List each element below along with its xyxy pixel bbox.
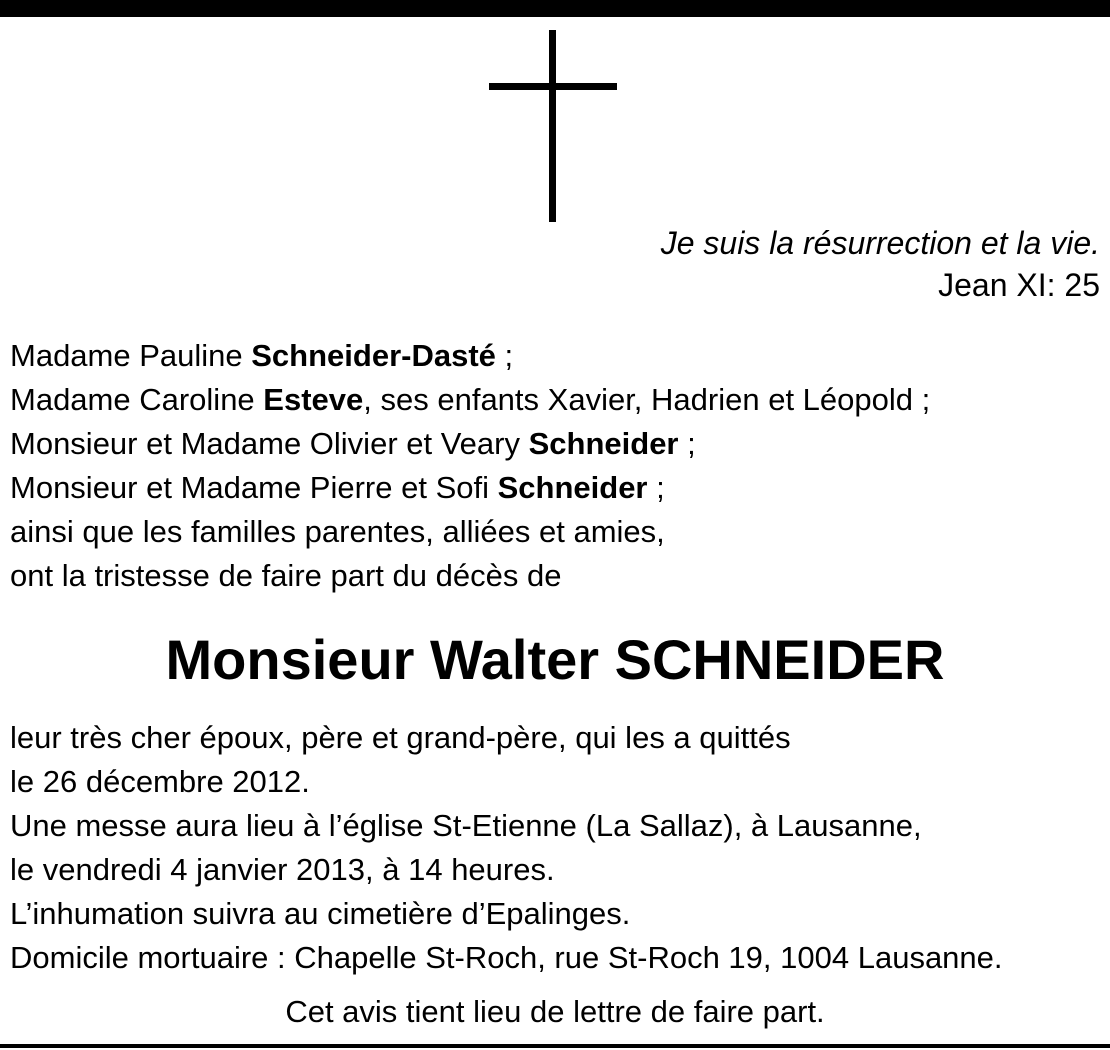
verse-text: Je suis la résurrection et la vie. (660, 225, 1100, 261)
detail-line: Une messe aura lieu à l’église St-Etienne (La Sallaz), à Lausanne, (10, 808, 922, 843)
detail-line: le 26 décembre 2012. (10, 764, 310, 799)
closing-note: Cet avis tient lieu de lettre de faire part. (285, 994, 825, 1029)
family-line (10, 466, 930, 510)
detail-line: L’inhumation suivra au cimetière d’Epalinges. (10, 896, 631, 931)
bottom-border-rule (0, 1044, 1110, 1048)
family-surname: Schneider (528, 426, 679, 461)
family-surname: Esteve (263, 382, 364, 417)
family-line-suffix: ; (647, 470, 665, 505)
family-line-prefix: ainsi que les familles parentes, alliées et amies, (10, 514, 665, 549)
cross-icon (489, 30, 617, 222)
family-surname: Schneider-Dasté (251, 338, 496, 373)
service-details (10, 716, 1003, 980)
detail-line: Domicile mortuaire : Chapelle St-Roch, rue St-Roch 19, 1004 Lausanne. (10, 940, 1003, 975)
detail-line: leur très cher époux, père et grand-père, qui les a quittés (10, 720, 791, 755)
family-surname: Schneider (497, 470, 648, 505)
family-line (10, 554, 930, 598)
family-line (10, 510, 930, 554)
family-line-prefix: Monsieur et Madame Pierre et Sofi (10, 470, 498, 505)
deceased-name: Monsieur Walter SCHNEIDER (165, 628, 945, 691)
family-line-suffix: ; (678, 426, 696, 461)
detail-line: le vendredi 4 janvier 2013, à 14 heures. (10, 852, 555, 887)
family-line-suffix: ; (495, 338, 514, 373)
top-border-rule (0, 0, 1110, 17)
family-line-prefix: Monsieur et Madame Olivier et Veary (10, 426, 529, 461)
family-line-prefix: Madame Caroline (10, 382, 264, 417)
bible-verse (661, 222, 1100, 306)
family-line (10, 334, 930, 378)
family-line (10, 422, 930, 466)
family-announcement (10, 334, 930, 598)
cross-vertical-bar (549, 30, 556, 222)
verse-reference: Jean XI: 25 (938, 267, 1100, 303)
family-line-prefix: ont la tristesse de faire part du décès de (10, 558, 562, 593)
family-line-prefix: Madame Pauline (10, 338, 252, 373)
family-line-suffix: , ses enfants Xavier, Hadrien et Léopold ; (363, 382, 931, 417)
family-line (10, 378, 930, 422)
cross-horizontal-bar (489, 83, 617, 90)
